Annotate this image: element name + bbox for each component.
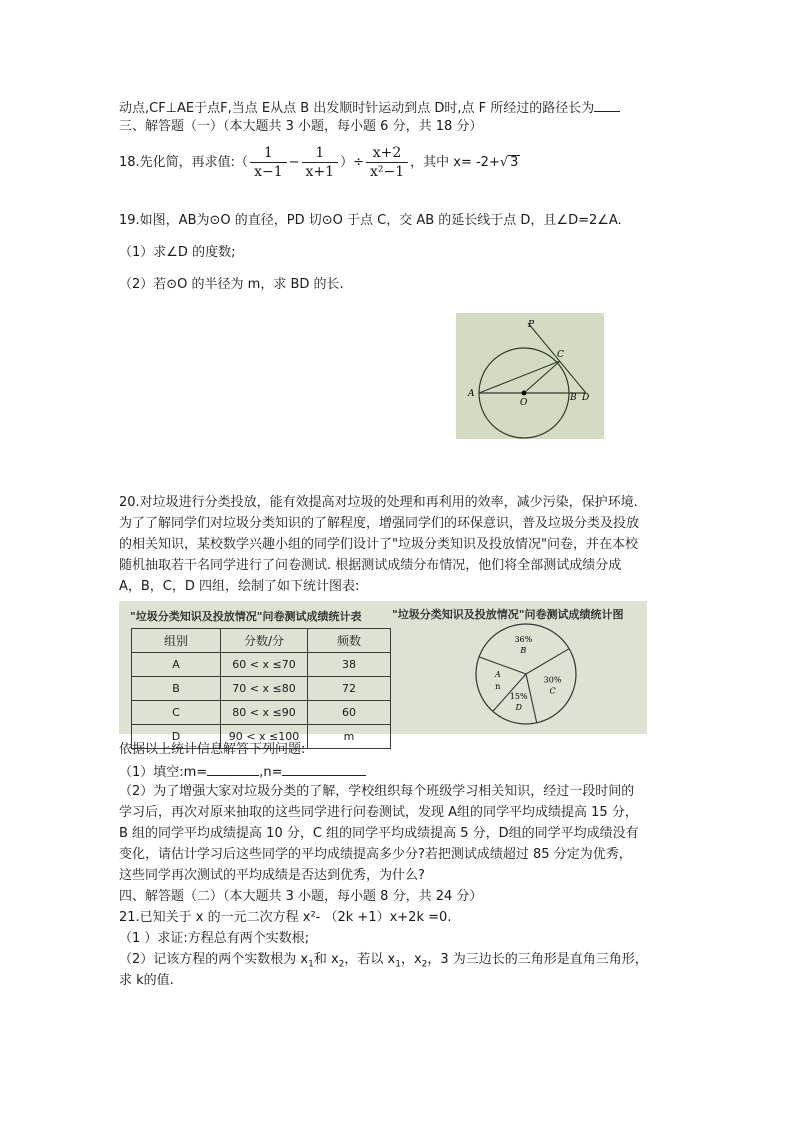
fraction-2-numerator: 1 — [302, 144, 339, 163]
q20-part-1 — [119, 762, 366, 782]
subscript: 2 — [338, 959, 345, 970]
label-o: O — [520, 398, 528, 408]
subscript: 1 — [395, 959, 401, 970]
q20-line-8: 学习后，再次对原来抽取的这些同学进行问卷测试，发现 A组的同学平均成绩提高 15 分， — [119, 805, 638, 820]
pie-slice-label: D — [515, 703, 522, 713]
pie-slice-label: C — [549, 686, 556, 696]
cell-range: 60 < x ≤70 — [221, 653, 308, 677]
pie-slice-boundary — [526, 649, 569, 674]
q21-text-4: ，x — [400, 952, 422, 967]
section-4-heading: 四、解答题（二）（本大题共 3 小题，每小题 8 分，共 24 分） — [119, 889, 483, 904]
q20-line-5: A，B，C，D 四组，绘制了如下统计图表: — [119, 579, 360, 594]
q21-text-2: 和 x — [313, 952, 339, 967]
q19-stem: 19.如图，AB为⊙O 的直径，PD 切⊙O 于点 C，交 AB 的延长线于点 D，且∠D=2∠A. — [119, 213, 622, 228]
q19-part-2: （2）若⊙O 的半径为 m，求 BD 的长. — [119, 277, 344, 292]
fraction-1-denominator: x−1 — [254, 164, 283, 180]
header-group: 组别 — [132, 629, 221, 653]
chord-ac — [479, 361, 560, 393]
q20-line-9: B 组的同学平均成绩提高 10 分，C 组的同学平均成绩提高 5 分，D组的同学平均成绩没有 — [119, 826, 639, 841]
cell-group: C — [132, 701, 221, 725]
pie-slice-boundary — [479, 657, 526, 674]
blank-n[interactable] — [282, 762, 366, 776]
q18-prefix: 18.先化简，再求值:（ — [119, 155, 249, 170]
fraction-2 — [302, 144, 339, 181]
cell-range: 70 < x ≤80 — [221, 677, 308, 701]
cell-frequency: 38 — [308, 653, 391, 677]
q17-text: 动点,CF⊥AE于点F,当点 E从点 B 出发顺时针运动到点 D时,点 F 所经过的路径长为 — [119, 101, 595, 116]
blank-m[interactable] — [207, 762, 259, 776]
fraction-3 — [366, 144, 408, 181]
q18-suffix: ，其中 x= -2+ — [410, 155, 500, 170]
cell-group: B — [132, 677, 221, 701]
cell-frequency: 72 — [308, 677, 391, 701]
subscript: 1 — [308, 959, 314, 970]
q20-line-11: 这些同学再次测试的平均成绩是否达到优秀，为什么? — [119, 868, 425, 883]
q21-part-1: （1 ）求证:方程总有两个实数根; — [119, 931, 310, 946]
q20-line-3: 的相关知识，某校数学兴趣小组的同学们设计了"垃圾分类知识及投放情况"问卷，并在本校 — [119, 537, 638, 552]
q20-line-6: 依据以上统计信息解答下列问题: — [119, 742, 306, 757]
fraction-2-denominator: x+1 — [305, 164, 335, 180]
q19-part-1: （1）求∠D 的度数; — [119, 245, 236, 260]
label-c: C — [557, 350, 564, 360]
q17-tail-line — [119, 98, 620, 118]
cell-group: D — [132, 725, 221, 749]
table-row — [132, 653, 391, 677]
radius-oc — [524, 361, 560, 393]
subscript: 2 — [421, 959, 428, 970]
q20-line-1: 20.对垃圾进行分类投放，能有效提高对垃圾的处理和再利用的效率，减少污染，保护环境. — [119, 495, 638, 510]
q20-line-4: 随机抽取若干名同学进行了问卷测试. 根据测试成绩分布情况，他们将全部测试成绩分成 — [119, 558, 622, 573]
answer-blank[interactable] — [594, 98, 620, 112]
minus-sign: − — [288, 155, 300, 170]
sqrt-radicand: 3 — [510, 155, 519, 170]
q21-text-1: （2）记该方程的两个实数根为 x — [119, 952, 309, 967]
section-3-heading: 三、解答题（一）（本大题共 3 小题，每小题 6 分，共 18 分） — [119, 119, 483, 134]
pie-chart — [472, 620, 580, 728]
circle-diagram — [456, 313, 604, 439]
q21-text-5: ，3 为三边长的三角形是直角三角形， — [427, 952, 648, 967]
label-d: D — [582, 393, 590, 403]
q20-line-2: 为了了解同学们对垃圾分类知识的了解程度，增强同学们的环保意识，普及垃圾分类及投放 — [119, 516, 640, 531]
fraction-1 — [250, 144, 287, 181]
fraction-3-denominator: x²−1 — [369, 164, 405, 180]
table-row — [132, 701, 391, 725]
pie-title: "垃圾分类知识及投放情况"问卷测试成绩统计图 — [392, 608, 624, 621]
cell-range: 90 < x ≤100 — [221, 725, 308, 749]
sqrt-sign: √ — [499, 155, 509, 170]
q20-line-7: （2）为了增强大家对垃圾分类的了解，学校组织每个班级学习相关知识，经过一段时间的 — [119, 784, 635, 799]
label-p: P — [528, 320, 535, 330]
pie-slice-value: 15% — [509, 692, 528, 702]
q20-part-1-text: （1）填空:m= — [119, 765, 208, 780]
cell-group: A — [132, 653, 221, 677]
center-point — [522, 391, 527, 396]
q21-stem: 21.已知关于 x 的一元二次方程 x²- （2k +1）x+2k =0. — [119, 910, 452, 925]
fraction-3-numerator: x+2 — [366, 144, 408, 163]
header-frequency: 频数 — [308, 629, 391, 653]
pie-slice-value: n — [495, 682, 501, 692]
fraction-1-numerator: 1 — [250, 144, 287, 163]
q21-text-3: ，若以 x — [344, 952, 396, 967]
pie-slice-boundary — [526, 674, 537, 723]
label-b: B — [570, 393, 577, 403]
pie-slice-label: A — [494, 670, 501, 680]
cell-frequency: m — [308, 725, 391, 749]
q20-line-10: 变化，请估计学习后这些同学的平均成绩提高多少分?若把测试成绩超过 85 分定为优秀， — [119, 847, 632, 862]
pie-slice-label: B — [520, 646, 527, 656]
table-header-row — [132, 629, 391, 653]
q21-part-2 — [119, 951, 648, 974]
cell-frequency: 60 — [308, 701, 391, 725]
header-score: 分数/分 — [221, 629, 308, 653]
q18-divide: ）÷ — [340, 155, 364, 170]
label-a: A — [468, 389, 475, 399]
q21-line-last: 求 k的值. — [119, 973, 174, 988]
cell-range: 80 < x ≤90 — [221, 701, 308, 725]
table-row — [132, 677, 391, 701]
q18-line — [119, 143, 520, 189]
pie-slice-value: 30% — [543, 675, 562, 685]
pie-slice-value: 36% — [514, 635, 533, 645]
circle-figure — [456, 313, 604, 439]
q20-part-1-n: ,n= — [259, 765, 283, 780]
frequency-table — [131, 628, 391, 749]
table-title: "垃圾分类知识及投放情况"问卷测试成绩统计表 — [130, 610, 362, 623]
